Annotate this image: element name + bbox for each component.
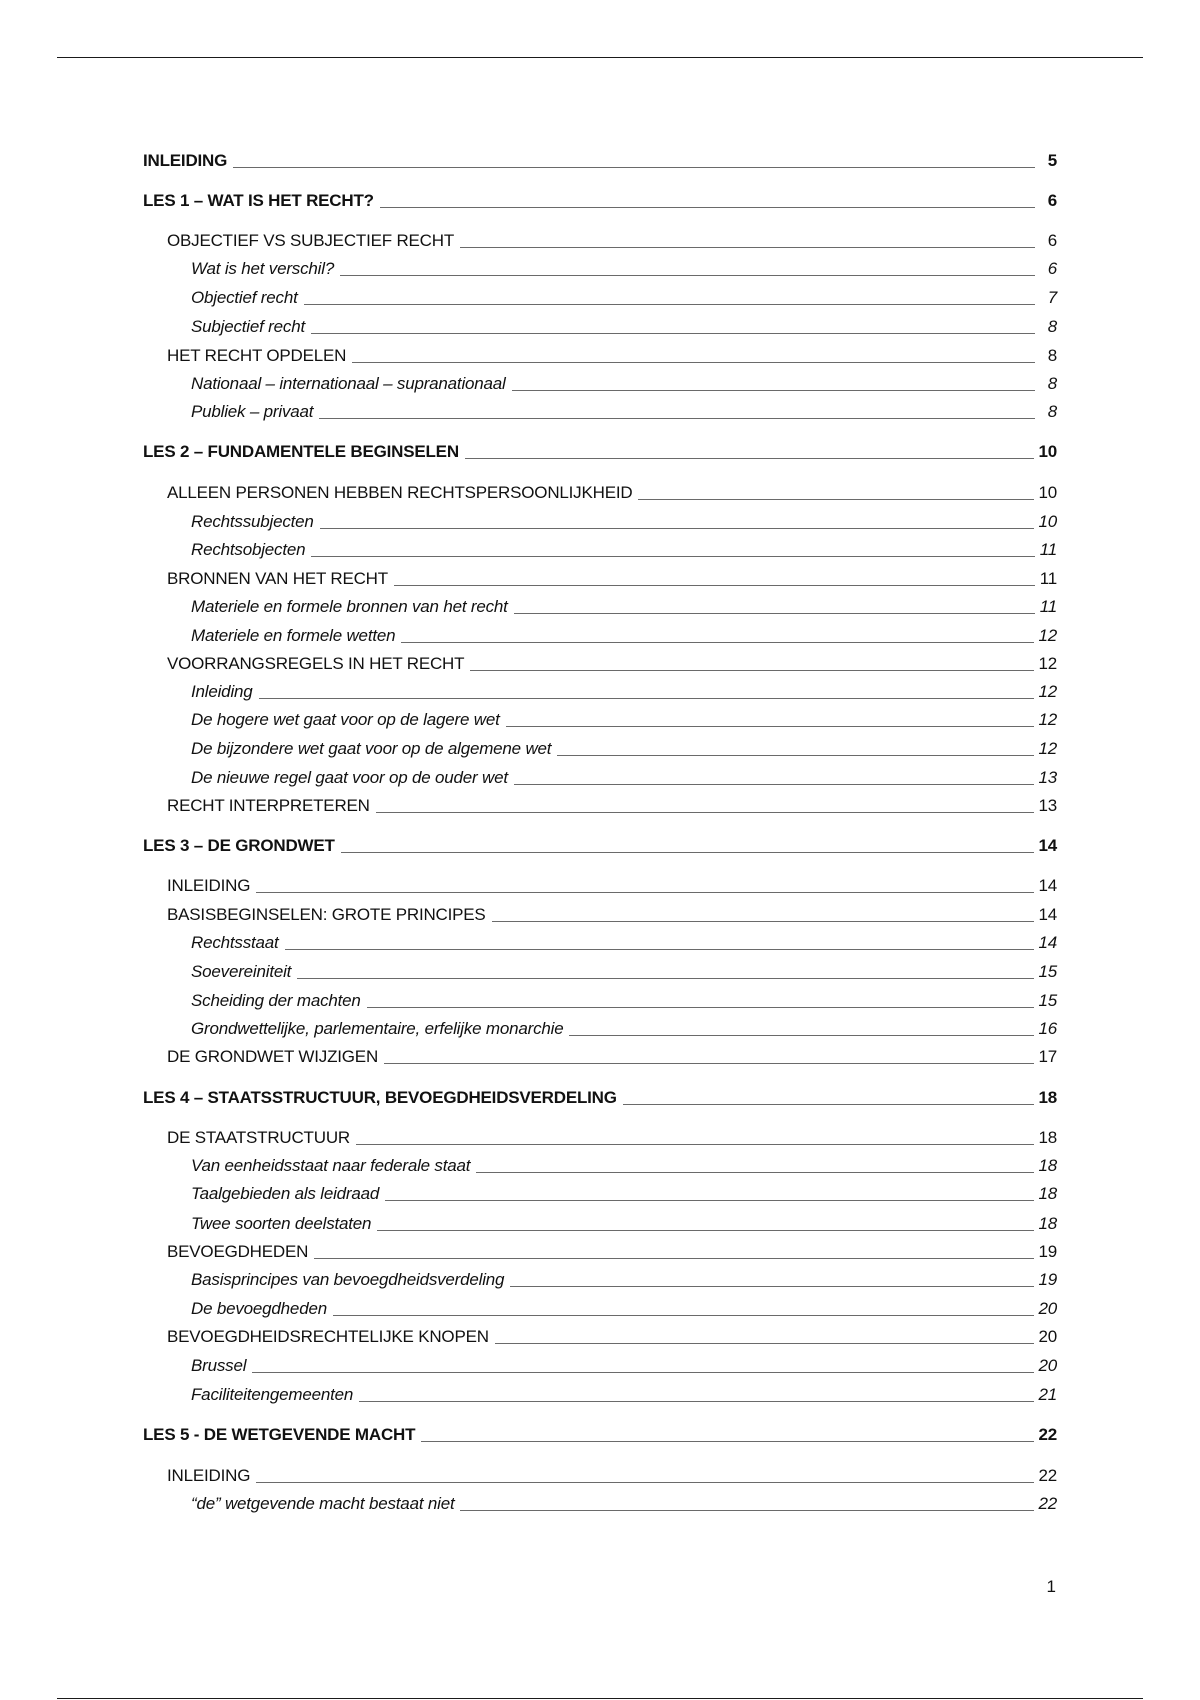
- toc-entry-page: 11: [1039, 597, 1057, 616]
- toc-entry-title: Scheiding der machten: [191, 991, 361, 1010]
- toc-entry-page: 18: [1038, 1184, 1057, 1203]
- toc-entry-title: Brussel: [191, 1356, 247, 1375]
- toc-entry-title: Materiele en formele bronnen van het recht: [191, 597, 508, 616]
- toc-entry-level-3[interactable]: [143, 370, 1057, 394]
- toc-entry-page: 20: [1038, 1299, 1057, 1318]
- toc-entry-title: LES 3 – DE GRONDWET: [143, 836, 335, 855]
- toc-entry-title: Soevereiniteit: [191, 962, 292, 981]
- toc-entry-page: 12: [1038, 682, 1057, 701]
- toc-leader-line: [319, 418, 1035, 419]
- toc-leader-line: [377, 1230, 1034, 1231]
- toc-leader-line: [476, 1172, 1034, 1173]
- toc-entry-title: Rechtssubjecten: [191, 512, 314, 531]
- toc-entry-title: De nieuwe regel gaat voor op de ouder wet: [191, 768, 508, 787]
- toc-leader-line: [506, 726, 1035, 727]
- toc-entry-level-3[interactable]: [143, 508, 1057, 532]
- toc-leader-line: [460, 247, 1035, 248]
- toc-entry-level-2[interactable]: [143, 792, 1057, 816]
- toc-entry-level-3[interactable]: [143, 735, 1057, 759]
- toc-entry-page: 12: [1038, 710, 1057, 729]
- toc-entry-level-2[interactable]: [143, 1323, 1057, 1347]
- toc-entry-title: BASISBEGINSELEN: GROTE PRINCIPES: [167, 905, 486, 924]
- toc-entry-page: 12: [1038, 654, 1057, 673]
- toc-leader-line: [569, 1035, 1034, 1036]
- toc-leader-line: [421, 1441, 1034, 1442]
- toc-entry-page: 13: [1038, 768, 1057, 787]
- toc-leader-line: [385, 1200, 1034, 1201]
- toc-entry-title: Twee soorten deelstaten: [191, 1214, 372, 1233]
- toc-entry-title: Rechtsstaat: [191, 933, 279, 952]
- toc-entry-page: 12: [1038, 626, 1057, 645]
- toc-entry-level-3[interactable]: [143, 1210, 1057, 1234]
- toc-entry-title: VOORRANGSREGELS IN HET RECHT: [167, 654, 465, 673]
- toc-entry-title: Subjectief recht: [191, 317, 305, 336]
- toc-entry-level-2[interactable]: [143, 1462, 1057, 1486]
- toc-entry-title: INLEIDING: [167, 1466, 251, 1485]
- toc-entry-level-3[interactable]: [143, 622, 1057, 646]
- toc-leader-line: [401, 642, 1034, 643]
- footer-rule: [57, 1698, 1143, 1699]
- toc-entry-page: 15: [1038, 991, 1057, 1010]
- toc-entry-page: 17: [1038, 1047, 1057, 1066]
- toc-entry-level-1[interactable]: [143, 438, 1057, 462]
- toc-entry-page: 11: [1039, 569, 1057, 588]
- toc-entry-page: 10: [1038, 483, 1057, 502]
- toc-entry-level-1[interactable]: [143, 147, 1057, 171]
- toc-entry-title: DE GRONDWET WIJZIGEN: [167, 1047, 379, 1066]
- toc-entry-level-3[interactable]: [143, 255, 1057, 279]
- toc-leader-line: [285, 949, 1035, 950]
- toc-entry-page: 14: [1038, 836, 1057, 855]
- toc-leader-line: [470, 670, 1034, 671]
- toc-entry-title: RECHT INTERPRETEREN: [167, 796, 370, 815]
- toc-leader-line: [492, 921, 1035, 922]
- toc-leader-line: [256, 892, 1034, 893]
- toc-entry-level-2[interactable]: [143, 227, 1057, 251]
- toc-entry-title: DE STAATSTRUCTUUR: [167, 1128, 350, 1147]
- toc-entry-page: 18: [1038, 1128, 1057, 1147]
- toc-entry-title: BRONNEN VAN HET RECHT: [167, 569, 388, 588]
- toc-entry-level-3[interactable]: [143, 284, 1057, 308]
- toc-leader-line: [495, 1343, 1035, 1344]
- toc-entry-level-3[interactable]: [143, 1381, 1057, 1405]
- toc-leader-line: [380, 207, 1035, 208]
- toc-entry-title: De bevoegdheden: [191, 1299, 327, 1318]
- toc-entry-level-2[interactable]: [143, 872, 1057, 896]
- toc-entry-page: 11: [1039, 540, 1057, 559]
- toc-leader-line: [259, 698, 1035, 699]
- toc-entry-level-3[interactable]: [143, 1015, 1057, 1039]
- toc-entry-title: OBJECTIEF VS SUBJECTIEF RECHT: [167, 231, 455, 250]
- toc-entry-level-3[interactable]: [143, 929, 1057, 953]
- toc-entry-level-1[interactable]: [143, 1084, 1057, 1108]
- toc-entry-page: 20: [1038, 1327, 1057, 1346]
- toc-leader-line: [256, 1482, 1034, 1483]
- toc-entry-page: 19: [1038, 1242, 1057, 1261]
- toc-entry-title: Grondwettelijke, parlementaire, erfelijke monarchie: [191, 1019, 564, 1038]
- toc-entry-page: 6: [1047, 191, 1057, 210]
- toc-entry-page: 22: [1038, 1494, 1057, 1513]
- toc-entry-page: 6: [1047, 231, 1057, 250]
- toc-entry-page: 6: [1047, 259, 1057, 278]
- toc-entry-page: 22: [1038, 1425, 1057, 1444]
- toc-leader-line: [514, 613, 1035, 614]
- toc-entry-page: 15: [1038, 962, 1057, 981]
- page-number: 1: [1046, 1577, 1056, 1596]
- toc-entry-page: 14: [1038, 933, 1057, 952]
- toc-leader-line: [465, 458, 1035, 459]
- toc-entry-title: Basisprincipes van bevoegdheidsverdeling: [191, 1270, 505, 1289]
- toc-entry-title: Faciliteitengemeenten: [191, 1385, 354, 1404]
- toc-entry-page: 16: [1038, 1019, 1057, 1038]
- toc-entry-page: 21: [1038, 1385, 1057, 1404]
- toc-entry-title: LES 2 – FUNDAMENTELE BEGINSELEN: [143, 442, 459, 461]
- header-rule: [57, 57, 1143, 58]
- toc-leader-line: [314, 1258, 1034, 1259]
- toc-leader-line: [514, 784, 1035, 785]
- toc-leader-line: [623, 1104, 1035, 1105]
- toc-entry-title: Objectief recht: [191, 288, 298, 307]
- toc-entry-page: 5: [1047, 151, 1057, 170]
- toc-entry-level-3[interactable]: [143, 593, 1057, 617]
- toc-leader-line: [320, 528, 1035, 529]
- toc-entry-level-3[interactable]: [143, 1490, 1057, 1514]
- toc-entry-title: BEVOEGDHEDEN: [167, 1242, 309, 1261]
- toc-leader-line: [376, 812, 1035, 813]
- toc-entry-level-3[interactable]: [143, 958, 1057, 982]
- toc-entry-level-2[interactable]: [143, 1238, 1057, 1262]
- toc-entry-page: 8: [1047, 346, 1057, 365]
- toc-leader-line: [311, 333, 1035, 334]
- toc-leader-line: [341, 852, 1035, 853]
- toc-leader-line: [333, 1315, 1035, 1316]
- toc-entry-level-3[interactable]: [143, 987, 1057, 1011]
- toc-entry-page: 18: [1038, 1156, 1057, 1175]
- toc-entry-title: “de” wetgevende macht bestaat niet: [191, 1494, 455, 1513]
- toc-entry-level-3[interactable]: [143, 1180, 1057, 1204]
- toc-entry-title: HET RECHT OPDELEN: [167, 346, 347, 365]
- toc-entry-level-2[interactable]: [143, 1043, 1057, 1067]
- toc-leader-line: [359, 1401, 1034, 1402]
- toc-entry-page: 14: [1038, 905, 1057, 924]
- toc-entry-title: BEVOEGDHEIDSRECHTELIJKE KNOPEN: [167, 1327, 489, 1346]
- toc-entry-title: INLEIDING: [167, 876, 251, 895]
- toc-entry-title: Taalgebieden als leidraad: [191, 1184, 380, 1203]
- toc-entry-title: LES 4 – STAATSSTRUCTUUR, BEVOEGDHEIDSVERDELING: [143, 1088, 617, 1107]
- toc-entry-page: 8: [1047, 402, 1057, 421]
- toc-entry-page: 12: [1038, 739, 1057, 758]
- toc-leader-line: [340, 275, 1035, 276]
- toc-entry-level-3[interactable]: [143, 678, 1057, 702]
- toc-entry-title: LES 1 – WAT IS HET RECHT?: [143, 191, 374, 210]
- toc-entry-page: 18: [1038, 1214, 1057, 1233]
- toc-leader-line: [252, 1372, 1034, 1373]
- toc-entry-title: Wat is het verschil?: [191, 259, 335, 278]
- toc-leader-line: [460, 1510, 1034, 1511]
- toc-leader-line: [311, 556, 1035, 557]
- toc-entry-title: ALLEEN PERSONEN HEBBEN RECHTSPERSOONLIJKHEID: [167, 483, 633, 502]
- toc-leader-line: [352, 362, 1035, 363]
- toc-entry-level-2[interactable]: [143, 901, 1057, 925]
- toc-entry-level-1[interactable]: [143, 187, 1057, 211]
- toc-entry-page: 7: [1047, 288, 1057, 307]
- toc-entry-level-2[interactable]: [143, 650, 1057, 674]
- toc-leader-line: [233, 167, 1035, 168]
- toc-leader-line: [367, 1007, 1035, 1008]
- toc-entry-title: Inleiding: [191, 682, 253, 701]
- toc-entry-level-1[interactable]: [143, 1421, 1057, 1445]
- toc-entry-page: 10: [1038, 512, 1057, 531]
- toc-entry-page: 18: [1038, 1088, 1057, 1107]
- toc-entry-page: 19: [1038, 1270, 1057, 1289]
- toc-entry-page: 20: [1038, 1356, 1057, 1375]
- toc-leader-line: [512, 390, 1035, 391]
- toc-entry-page: 10: [1038, 442, 1057, 461]
- toc-entry-level-2[interactable]: [143, 342, 1057, 366]
- toc-entry-level-3[interactable]: [143, 536, 1057, 560]
- toc-entry-page: 22: [1038, 1466, 1057, 1485]
- toc-entry-level-3[interactable]: [143, 1352, 1057, 1376]
- toc-leader-line: [304, 304, 1035, 305]
- toc-entry-title: Van eenheidsstaat naar federale staat: [191, 1156, 471, 1175]
- toc-entry-title: LES 5 - DE WETGEVENDE MACHT: [143, 1425, 416, 1444]
- toc-leader-line: [297, 978, 1034, 979]
- toc-leader-line: [638, 499, 1034, 500]
- toc-leader-line: [510, 1286, 1034, 1287]
- toc-entry-title: Publiek – privaat: [191, 402, 314, 421]
- toc-entry-level-3[interactable]: [143, 764, 1057, 788]
- toc-entry-level-3[interactable]: [143, 706, 1057, 730]
- toc-leader-line: [356, 1144, 1035, 1145]
- toc-entry-title: De hogere wet gaat voor op de lagere wet: [191, 710, 500, 729]
- toc-entry-level-2[interactable]: [143, 565, 1057, 589]
- toc-entry-level-3[interactable]: [143, 1266, 1057, 1290]
- toc-leader-line: [394, 585, 1035, 586]
- toc-entry-page: 13: [1038, 796, 1057, 815]
- toc-entry-level-2[interactable]: [143, 1124, 1057, 1148]
- toc-entry-page: 14: [1038, 876, 1057, 895]
- toc-leader-line: [384, 1063, 1034, 1064]
- toc-entry-level-2[interactable]: [143, 479, 1057, 503]
- toc-leader-line: [557, 755, 1034, 756]
- toc-entry-level-3[interactable]: [143, 398, 1057, 422]
- toc-entry-page: 8: [1047, 317, 1057, 336]
- toc-entry-title: Materiele en formele wetten: [191, 626, 396, 645]
- toc-entry-level-3[interactable]: [143, 1295, 1057, 1319]
- toc-entry-title: Rechtsobjecten: [191, 540, 306, 559]
- toc-entry-title: Nationaal – internationaal – supranationaal: [191, 374, 506, 393]
- toc-entry-page: 8: [1047, 374, 1057, 393]
- toc-entry-level-1[interactable]: [143, 832, 1057, 856]
- toc-entry-level-3[interactable]: [143, 313, 1057, 337]
- toc-entry-title: INLEIDING: [143, 151, 228, 170]
- toc-entry-level-3[interactable]: [143, 1152, 1057, 1176]
- toc-entry-title: De bijzondere wet gaat voor op de algemene wet: [191, 739, 552, 758]
